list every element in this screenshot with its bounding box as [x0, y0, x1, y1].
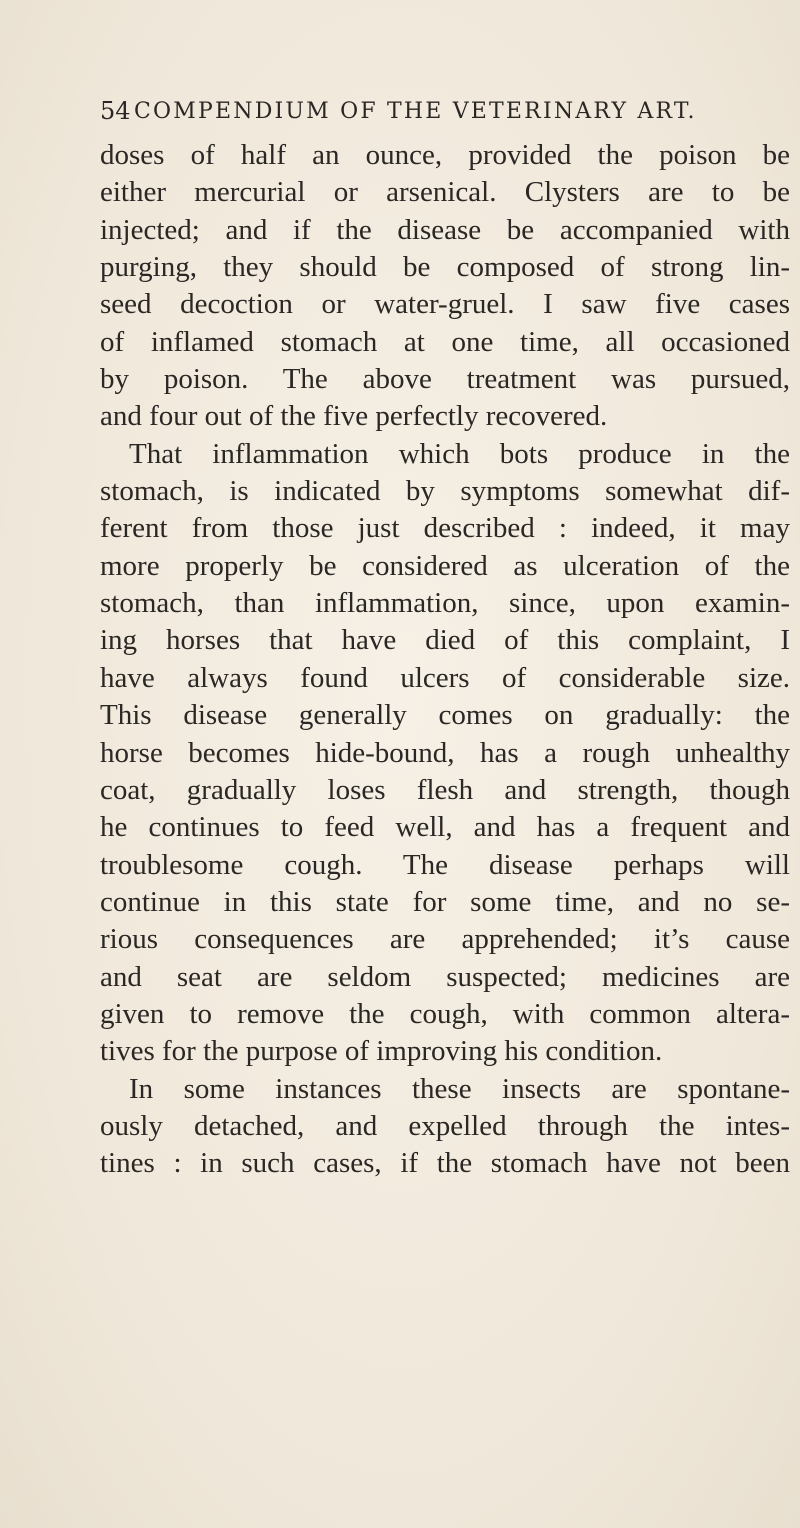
text-line: In some instances these insects are spontane- — [129, 1072, 790, 1105]
text-line: purging, they should be composed of strong lin- — [100, 251, 790, 284]
text-line: either mercurial or arsenical. Clysters are to be — [100, 176, 790, 209]
text-line: That inflammation which bots produce in the — [129, 437, 790, 470]
page-number: 54 — [100, 97, 131, 125]
text-line: have always found ulcers of considerable size. — [100, 661, 790, 694]
text-line: by poison. The above treatment was pursued, — [100, 363, 790, 396]
text-line: given to remove the cough, with common altera- — [100, 997, 790, 1030]
text-line: coat, gradually loses flesh and strength, though — [100, 773, 790, 806]
page-header — [100, 96, 790, 136]
text-line: ing horses that have died of this complaint, I — [100, 624, 790, 657]
text-line: injected; and if the disease be accompanied with — [100, 213, 790, 246]
text-line: and four out of the five perfectly recovered. — [100, 400, 608, 433]
text-line: more properly be considered as ulceration of the — [100, 549, 790, 582]
text-line: continue in this state for some time, and no se- — [100, 885, 790, 918]
body-text — [100, 137, 790, 1183]
text-line: horse becomes hide-bound, has a rough unhealthy — [100, 736, 790, 769]
text-line: stomach, is indicated by symptoms somewhat dif- — [100, 475, 790, 508]
text-line: he continues to feed well, and has a frequent and — [100, 811, 790, 844]
text-line: of inflamed stomach at one time, all occasioned — [100, 325, 790, 358]
running-head: COMPENDIUM OF THE VETERINARY ART. — [134, 99, 697, 124]
text-line: stomach, than inflammation, since, upon examin- — [100, 587, 790, 620]
text-line: tives for the purpose of improving his condition. — [100, 1035, 663, 1068]
text-line: ferent from those just described : indeed, it may — [100, 512, 790, 545]
text-line: tines : in such cases, if the stomach have not been — [100, 1147, 790, 1180]
text-line: doses of half an ounce, provided the poison be — [100, 139, 790, 171]
text-line: and seat are seldom suspected; medicines are — [100, 960, 790, 993]
text-line: seed decoction or water-gruel. I saw five cases — [100, 288, 790, 321]
text-line: ously detached, and expelled through the intes- — [100, 1109, 790, 1142]
text-line: rious consequences are apprehended; it’s cause — [100, 923, 790, 956]
text-line: troublesome cough. The disease perhaps will — [100, 848, 790, 881]
text-line: This disease generally comes on gradually: the — [100, 699, 790, 732]
